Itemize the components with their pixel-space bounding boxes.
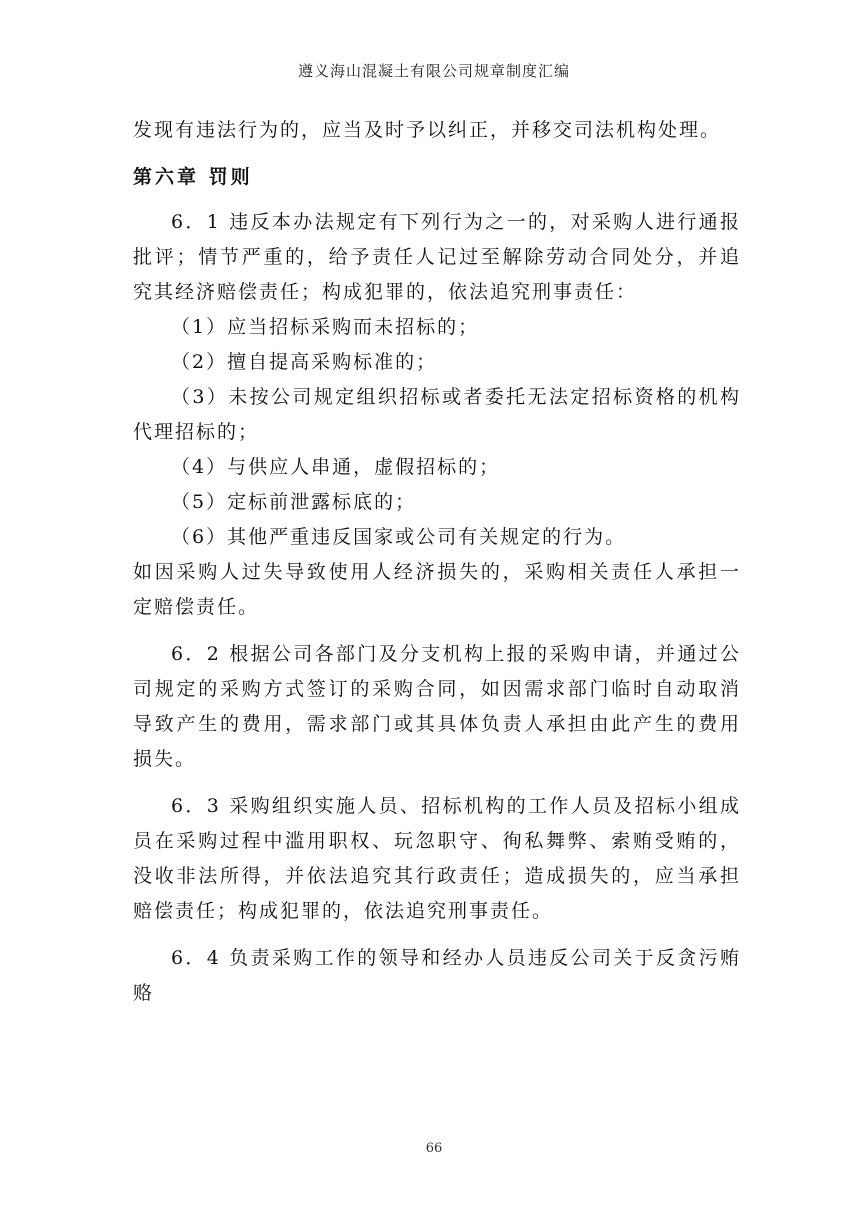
- clause-6-1: 6．1 违反本办法规定有下列行为之一的，对采购人进行通报批评；情节严重的，给予责任人记过至解除劳动合同处分，并追究其经济赔偿责任；构成犯罪的，依法追究刑事责任：: [133, 211, 741, 303]
- list-item: （4）与供应人串通，虚假招标的；: [171, 456, 501, 478]
- loss-note: 如因采购人过失导致使用人经济损失的，采购相关责任人承担一定赔偿责任。: [133, 561, 741, 618]
- page-number: 66: [425, 1141, 443, 1156]
- list-item: （6）其他严重违反国家或公司有关规定的行为。: [171, 526, 627, 548]
- list-item: （5）定标前泄露标底的；: [171, 491, 417, 513]
- document-body: [133, 113, 741, 1011]
- clause-6-3: 6．3 采购组织实施人员、招标机构的工作人员及招标小组成员在采购过程中滥用职权、玩忽职守、徇私舞弊、索贿受贿的，没收非法所得，并依法追究其行政责任；造成损失的，应当承担赔偿责任；构成犯罪的，依法追究刑事责任。: [133, 795, 741, 922]
- clause-6-4: 6．4 负责采购工作的领导和经办人员违反公司关于反贪污贿赂: [133, 947, 741, 1004]
- page-header: 遵义海山混凝土有限公司规章制度汇编: [297, 62, 570, 80]
- list-item: （2）擅自提高采购标准的；: [171, 351, 438, 373]
- list-item: （3）未按公司规定组织招标或者委托无法定招标资格的机构代理招标的；: [133, 386, 741, 443]
- clause-6-2: 6．2 根据公司各部门及分支机构上报的采购申请，并通过公司规定的采购方式签订的采购合同，如因需求部门临时自动取消导致产生的费用，需求部门或其具体负责人承担由此产生的费用损失。: [133, 643, 741, 770]
- chapter-title: 第六章 罚则: [133, 166, 253, 188]
- list-item: （1）应当招标采购而未招标的；: [171, 316, 480, 338]
- continuation-paragraph: 发现有违法行为的，应当及时予以纠正，并移交司法机构处理。: [133, 119, 722, 141]
